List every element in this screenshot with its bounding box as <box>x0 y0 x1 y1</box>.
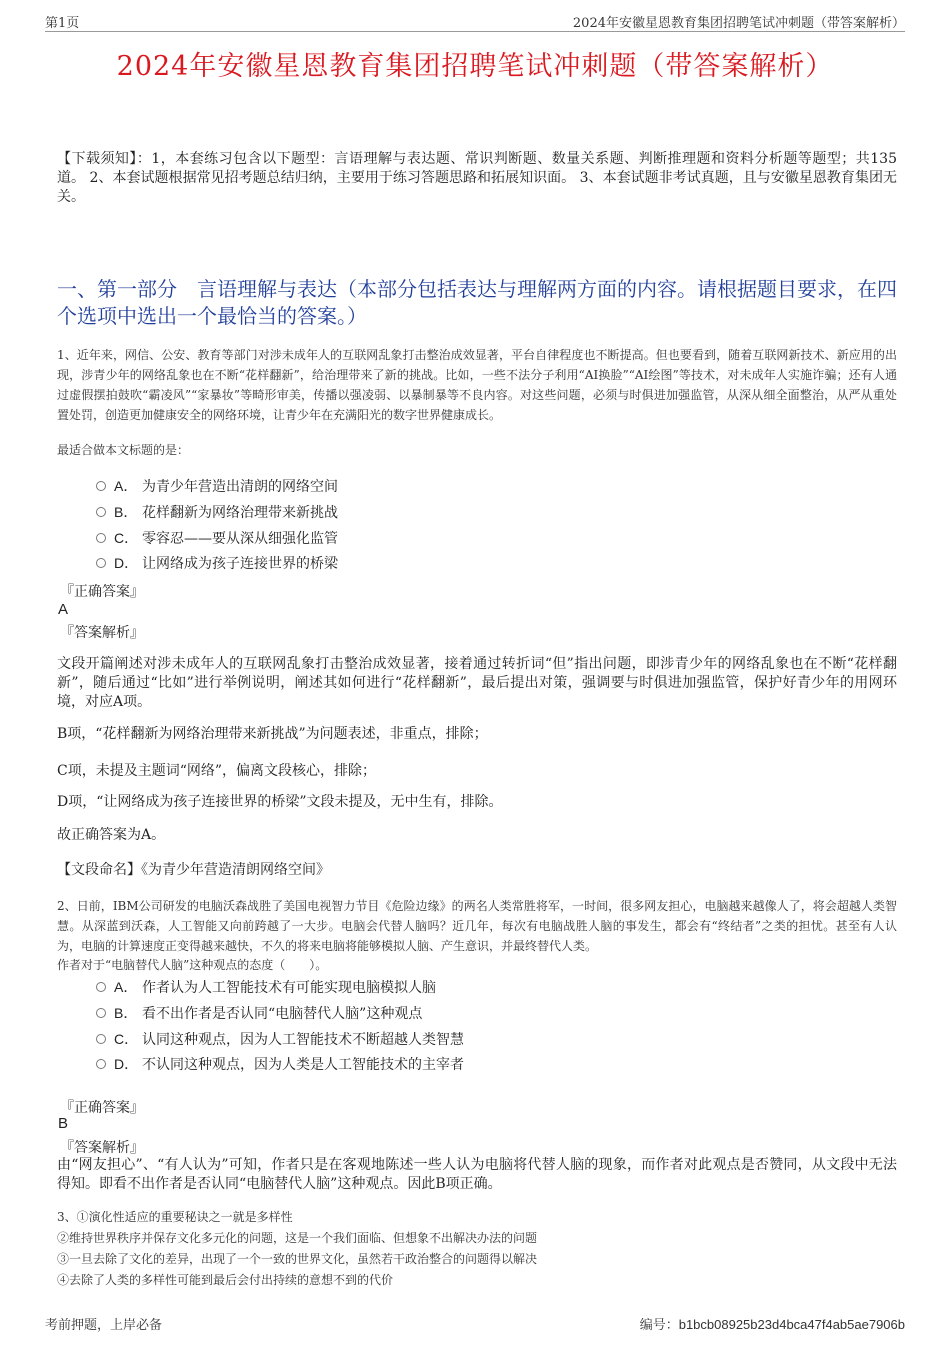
section-heading: 一、第一部分 言语理解与表达（本部分包括表达与理解两方面的内容。请根据题目要求，在四个选项中选出一个最恰当的答案。） <box>57 277 897 328</box>
header-doc-title: 2024年安徽星恩教育集团招聘笔试冲刺题（带答案解析） <box>572 16 905 31</box>
q1-option-d[interactable]: D． 让网络成为孩子连接世界的桥梁 <box>96 552 338 574</box>
radio-icon[interactable] <box>96 982 106 992</box>
q2-option-b[interactable]: B． 看不出作者是否认同“电脑替代人脑”这种观点 <box>96 1002 422 1024</box>
q2-analysis-label: 『答案解析』 <box>60 1140 144 1156</box>
q1-answer-label: 『正确答案』 <box>60 584 144 600</box>
q1-analysis-c: C项，未提及主题词“网络”，偏离文段核心，排除； <box>57 763 377 779</box>
q1-analysis-b: B项，“花样翻新为网络治理带来新挑战”为问题表述，非重点，排除； <box>57 726 488 742</box>
q3-line-2: ②维持世界秩序并保存文化多元化的问题，这是一个我们面临、但想象不出解决办法的问题 <box>57 1231 538 1245</box>
q1-naming: 【文段命名】《为青少年营造清朗网络空间》 <box>57 862 330 878</box>
q2-option-a[interactable]: A． 作者认为人工智能技术有可能实现电脑模拟人脑 <box>96 976 436 998</box>
radio-icon[interactable] <box>96 1008 106 1018</box>
q1-option-c[interactable]: C． 零容忍——要从深从细强化监管 <box>96 527 338 549</box>
q1-stem: 1、近年来，网信、公安、教育等部门对涉未成年人的互联网乱象打击整治成效显著，平台自律程度也不断提高。但也要看到，随着互联网新技术、新应用的出现，涉青少年的网络乱象也在不断“花样翻新”，给治理带来了新的挑战。比如，一些不法分子利用“AI换脸”“AI绘图”等技术，对未成年人实施诈骗；还有人通过虚假摆拍鼓吹“霸凌风”“家暴妆”等畸形审美，传播以强凌弱、以暴制暴等不良内容。对这些问题，必须与时俱进加强监管，从深从细全面整治，从严从重处置处罚，创造更加健康安全的网络环境，让青少年在充满阳光的数字世界健康成长。 <box>57 348 897 422</box>
q1-option-a[interactable]: A． 为青少年营造出清朗的网络空间 <box>96 475 338 497</box>
radio-icon[interactable] <box>96 1034 106 1044</box>
q2-stem: 2、日前，IBM公司研发的电脑沃森战胜了美国电视智力节目《危险边缘》的两名人类常胜将军，一时间，很多网友担心，电脑越来越像人了，将会超越人类智慧。从深蓝到沃森，人工智能又向前跨越了一大步。电脑会代替人脑吗？近几年，每次有电脑战胜人脑的事发生，都会有“终结者”之类的担忧。甚至有人认为，电脑的计算速度正变得越来越快，不久的将来电脑将能够模拟人脑、产生意识，并最终替代人类。 <box>57 899 897 953</box>
q1-analysis-main: 文段开篇阐述对涉未成年人的互联网乱象打击整治成效显著，接着通过转折词“但”指出问题，即涉青少年的网络乱象也在不断“花样翻新”，随后通过“比如”进行举例说明，阐述其如何进行“花样翻新”，最后提出对策，强调要与时俱进加强监管，保护好青少年的用网环境，对应A项。 <box>57 656 897 710</box>
q3-line-4: ④去除了人类的多样性可能到最后会付出持续的意想不到的代价 <box>57 1273 394 1287</box>
footer-code <box>640 1314 905 1333</box>
page-title: 2024年安徽星恩教育集团招聘笔试冲刺题（带答案解析） <box>116 51 834 82</box>
q1-prompt: 最适合做本文标题的是： <box>57 443 190 457</box>
radio-icon[interactable] <box>96 481 106 491</box>
q3-line-1: 3、①演化性适应的重要秘诀之一就是多样性 <box>57 1210 293 1224</box>
q2-analysis: 由“网友担心”、“有人认为”可知，作者只是在客观地陈述一些人认为电脑将代替人脑的现象，而作者对此观点是否赞同，从文段中无法得知。即看不出作者是否认同“电脑替代人脑”这种观点。因此B项正确。 <box>57 1157 897 1192</box>
download-notice: 【下载须知】：1，本套练习包含以下题型：言语理解与表达题、常识判断题、数量关系题、判断推理题和资料分析题等题型；共135道。 2、本套试题根据常见招考题总结归纳，主要用于练习答题思路和拓展知识面。 3、本套试题非考试真题，且与安徽星恩教育集团无关。 <box>57 151 897 205</box>
footer-code-value: b1bcb08925b23d4bca47f4ab5ae7906b <box>678 1317 905 1332</box>
q2-prompt: 作者对于“电脑替代人脑”这种观点的态度（ ）。 <box>57 958 328 972</box>
q1-answer: A <box>58 601 69 618</box>
q2-answer: B <box>58 1115 69 1132</box>
footer-code-label: 编号： <box>639 1318 679 1333</box>
footer-slogan: 考前押题，上岸必备 <box>45 1318 163 1333</box>
q1-option-b[interactable]: B． 花样翻新为网络治理带来新挑战 <box>96 501 338 523</box>
radio-icon[interactable] <box>96 1059 106 1069</box>
q1-analysis-label: 『答案解析』 <box>60 625 144 641</box>
q2-option-c[interactable]: C． 认同这种观点，因为人工智能技术不断超越人类智慧 <box>96 1028 464 1050</box>
q2-option-d[interactable]: D． 不认同这种观点，因为人类是人工智能技术的主宰者 <box>96 1053 464 1075</box>
radio-icon[interactable] <box>96 507 106 517</box>
radio-icon[interactable] <box>96 558 106 568</box>
q2-answer-label: 『正确答案』 <box>60 1100 144 1116</box>
header-divider <box>45 31 905 32</box>
q1-analysis-conclusion: 故正确答案为A。 <box>57 827 166 843</box>
q1-analysis-d: D项，“让网络成为孩子连接世界的桥梁”文段未提及，无中生有，排除。 <box>57 794 503 810</box>
radio-icon[interactable] <box>96 533 106 543</box>
header-page-number: 第1页 <box>45 16 80 31</box>
q3-line-3: ③一旦去除了文化的差异，出现了一个一致的世界文化，虽然若干政治整合的问题得以解决 <box>57 1252 538 1266</box>
